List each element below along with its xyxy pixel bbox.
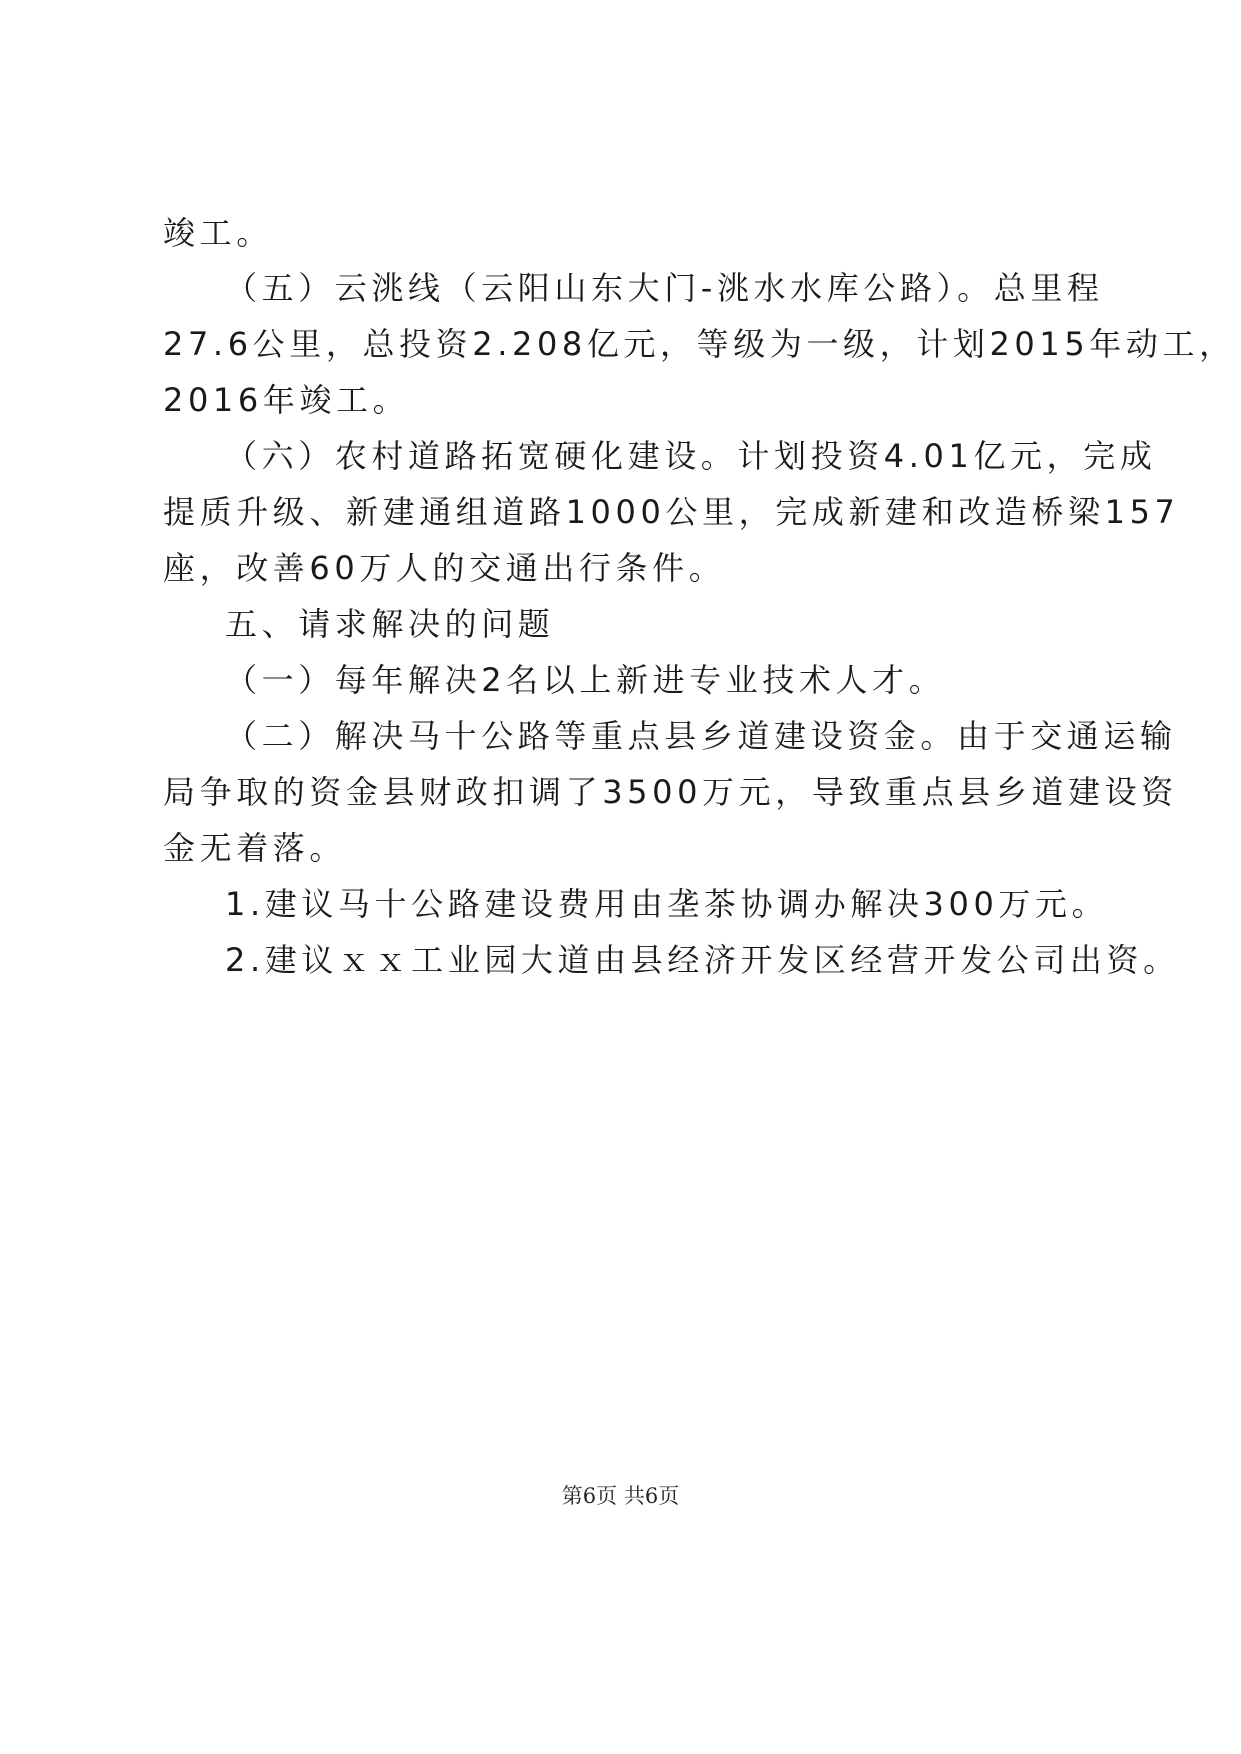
paragraph-line-10: （二）解决马十公路等重点县乡道建设资金。由于交通运输 [225,717,1177,755]
paragraph-line-7: 座，改善60万人的交通出行条件。 [163,549,726,587]
paragraph-line-5: （六）农村道路拓宽硬化建设。计划投资4.01亿元，完成 [225,437,1157,475]
paragraph-line-13: 1.建议马十公路建设费用由垄茶协调办解决300万元。 [225,885,1109,923]
page-number-footer: 第6页 共6页 [561,1484,680,1508]
paragraph-line-3: 27.6公里，总投资2.208亿元，等级为一级，计划2015年动工， [163,325,1236,363]
section-heading: 五、请求解决的问题 [225,605,555,643]
paragraph-line-6: 提质升级、新建通组道路1000公里，完成新建和改造桥梁157 [163,493,1180,531]
paragraph-line-4: 2016年竣工。 [163,381,410,419]
paragraph-line-12: 金无着落。 [163,829,347,867]
paragraph-line-2: （五）云洮线（云阳山东大门-洮水水库公路）。总里程 [225,269,1104,307]
paragraph-line-11: 局争取的资金县财政扣调了3500万元，导致重点县乡道建设资 [163,773,1178,811]
paragraph-line-14: 2.建议ｘｘ工业园大道由县经济开发区经营开发公司出资。 [225,941,1180,979]
paragraph-line-9: （一）每年解决2名以上新进专业技术人才。 [225,661,946,699]
paragraph-line-1: 竣工。 [163,214,273,252]
